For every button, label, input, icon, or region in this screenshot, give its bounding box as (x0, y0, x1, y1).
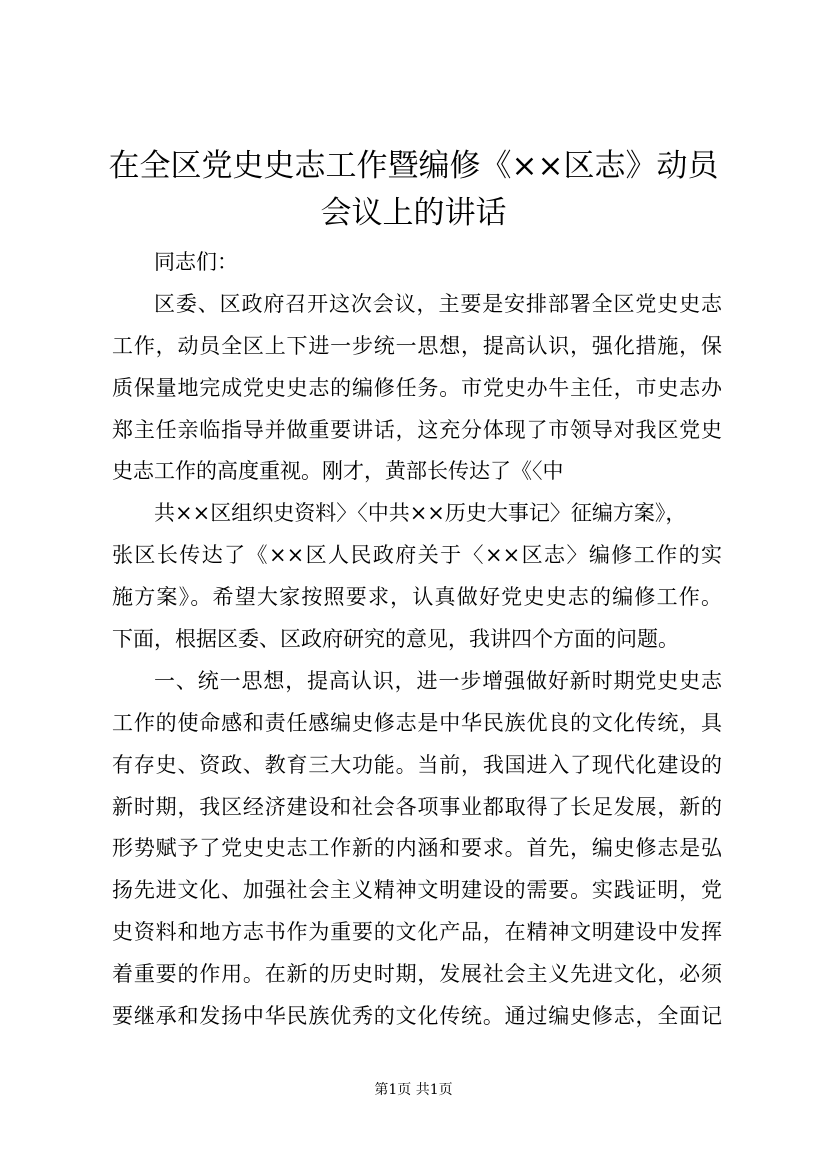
document-title (60, 143, 767, 237)
salutation: 同志们： (154, 250, 238, 274)
title-line-1: 在全区党史史志工作暨编修《××区志》动员 (108, 148, 719, 184)
page-footer: 第1页 共1页 (374, 1082, 453, 1098)
body-line: 张区长传达了《××区人民政府关于〈××区志〉编修工作的实 (112, 543, 722, 568)
body-line: 形势赋予了党史史志工作新的内涵和要求。首先，编史修志是弘 (112, 836, 722, 861)
body-line: 工作的使命感和责任感编史修志是中华民族优良的文化传统，具 (112, 710, 722, 735)
body-line: 扬先进文化、加强社会主义精神文明建设的需要。实践证明，党 (112, 878, 722, 903)
title-line-2: 会议上的讲话 (320, 195, 507, 231)
body-line: 史志工作的高度重视。刚才，黄部长传达了《〈中 (112, 459, 564, 484)
body-line: 区委、区政府召开这次会议，主要是安排部署全区党史史志 (154, 291, 722, 316)
body-line: 工作，动员全区上下进一步统一思想，提高认识，强化措施，保 (112, 333, 722, 358)
body-line: 着重要的作用。在新的历史时期，发展社会主义先进文化，必须 (112, 962, 722, 987)
body-line: 施方案》。希望大家按照要求，认真做好党史史志的编修工作。 (112, 585, 722, 610)
section-heading-line: 一、统一思想，提高认识，进一步增强做好新时期党史史志 (154, 668, 722, 693)
body-line: 有存史、资政、教育三大功能。当前，我国进入了现代化建设的 (112, 752, 722, 777)
body-line: 史资料和地方志书作为重要的文化产品，在精神文明建设中发挥 (112, 920, 722, 945)
body-line: 新时期，我区经济建设和社会各项事业都取得了长足发展，新的 (112, 794, 722, 819)
body-line: 郑主任亲临指导并做重要讲话，这充分体现了市领导对我区党史 (112, 417, 722, 442)
body-line: 要继承和发扬中华民族优秀的文化传统。通过编史修志，全面记 (112, 1004, 722, 1029)
document-body (112, 242, 722, 1038)
body-line: 共××区组织史资料〉〈中共××历史大事记〉征编方案》， (154, 501, 687, 526)
body-line: 质保量地完成党史史志的编修任务。市党史办牛主任，市史志办 (112, 375, 722, 400)
body-line: 下面，根据区委、区政府研究的意见，我讲四个方面的问题。 (112, 627, 679, 652)
